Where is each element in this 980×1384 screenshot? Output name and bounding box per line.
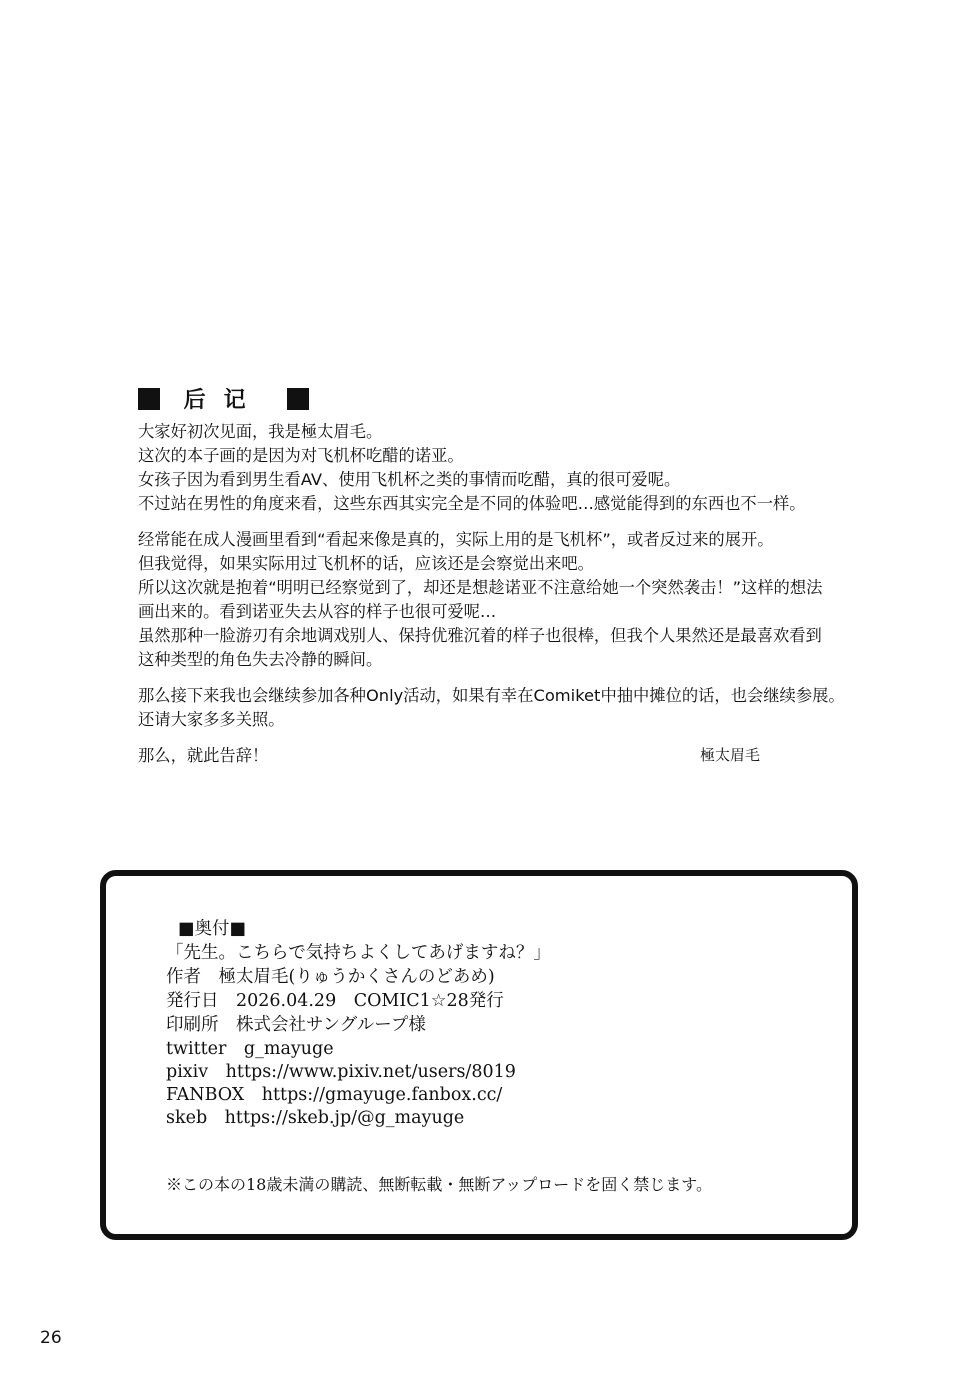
- heading-square-right: [287, 388, 309, 410]
- afterword-paragraph-4: [138, 744, 938, 768]
- text-line: 经常能在成人漫画里看到“看起来像是真的，实际上用的是飞机杯”，或者反过来的展开。: [138, 530, 774, 549]
- text-line: 还请大家多多关照。: [138, 710, 285, 729]
- afterword-heading: [138, 386, 938, 420]
- text-line: 画出来的。看到诺亚失去从容的样子也很可爱呢…: [138, 602, 497, 621]
- colophon-heading: ■奥付■: [178, 919, 247, 939]
- colophon-release-date: 発行日 2026.04.29 COMIC1☆28発行: [166, 991, 504, 1011]
- afterword-paragraph-2: [138, 528, 938, 672]
- text-line: 那么，就此告辞！: [138, 746, 269, 765]
- colophon-author: 作者 極太眉毛(りゅうかくさんのどあめ): [166, 967, 495, 987]
- colophon-pixiv: pixiv https://www.pixiv.net/users/8019: [166, 1062, 516, 1082]
- text-line: 大家好初次见面，我是極太眉毛。: [138, 422, 383, 441]
- afterword-paragraph-1: [138, 420, 938, 516]
- colophon-fanbox: FANBOX https://gmayuge.fanbox.cc/: [166, 1085, 503, 1105]
- colophon-notice: ※この本の18歳未満の購読、無断転載・無断アップロードを固く禁じます。: [166, 1175, 712, 1194]
- colophon-box: [100, 870, 858, 1240]
- colophon-title: 「先生。こちらで気持ちよくしてあげますね？」: [166, 943, 551, 963]
- text-line: 所以这次就是抱着“明明已经察觉到了，却还是想趁诺亚不注意给她一个突然袭击！”这样的想法: [138, 578, 823, 597]
- colophon-skeb: skeb https://skeb.jp/@g_mayuge: [166, 1108, 465, 1128]
- afterword-title: 后记: [183, 388, 264, 413]
- text-line: 这次的本子画的是因为对飞机杯吃醋的诺亚。: [138, 446, 464, 465]
- text-line: 那么接下来我也会继续参加各种Only活动，如果有幸在Comiket中抽中摊位的话，也会继续参展。: [138, 686, 845, 705]
- text-line: 但我觉得，如果实际用过飞机杯的话，应该还是会察觉出来吧。: [138, 554, 594, 573]
- text-line: 这种类型的角色失去冷静的瞬间。: [138, 650, 383, 669]
- heading-square-left: [138, 388, 160, 410]
- text-line: 女孩子因为看到男生看AV、使用飞机杯之类的事情而吃醋，真的很可爱呢。: [138, 470, 681, 489]
- afterword-section: [138, 386, 938, 780]
- colophon-twitter: twitter g_mayuge: [166, 1039, 334, 1059]
- page-number: 26: [40, 1328, 62, 1348]
- afterword-signature: 極太眉毛: [700, 746, 761, 764]
- text-line: 虽然那种一脸游刃有余地调戏别人、保持优雅沉着的样子也很棒，但我个人果然还是最喜欢看到: [138, 626, 822, 645]
- colophon-printer: 印刷所 株式会社サングループ様: [166, 1015, 426, 1035]
- afterword-paragraph-3: [138, 684, 938, 732]
- text-line: 不过站在男性的角度来看，这些东西其实完全是不同的体验吧…感觉能得到的东西也不一样。: [138, 494, 806, 513]
